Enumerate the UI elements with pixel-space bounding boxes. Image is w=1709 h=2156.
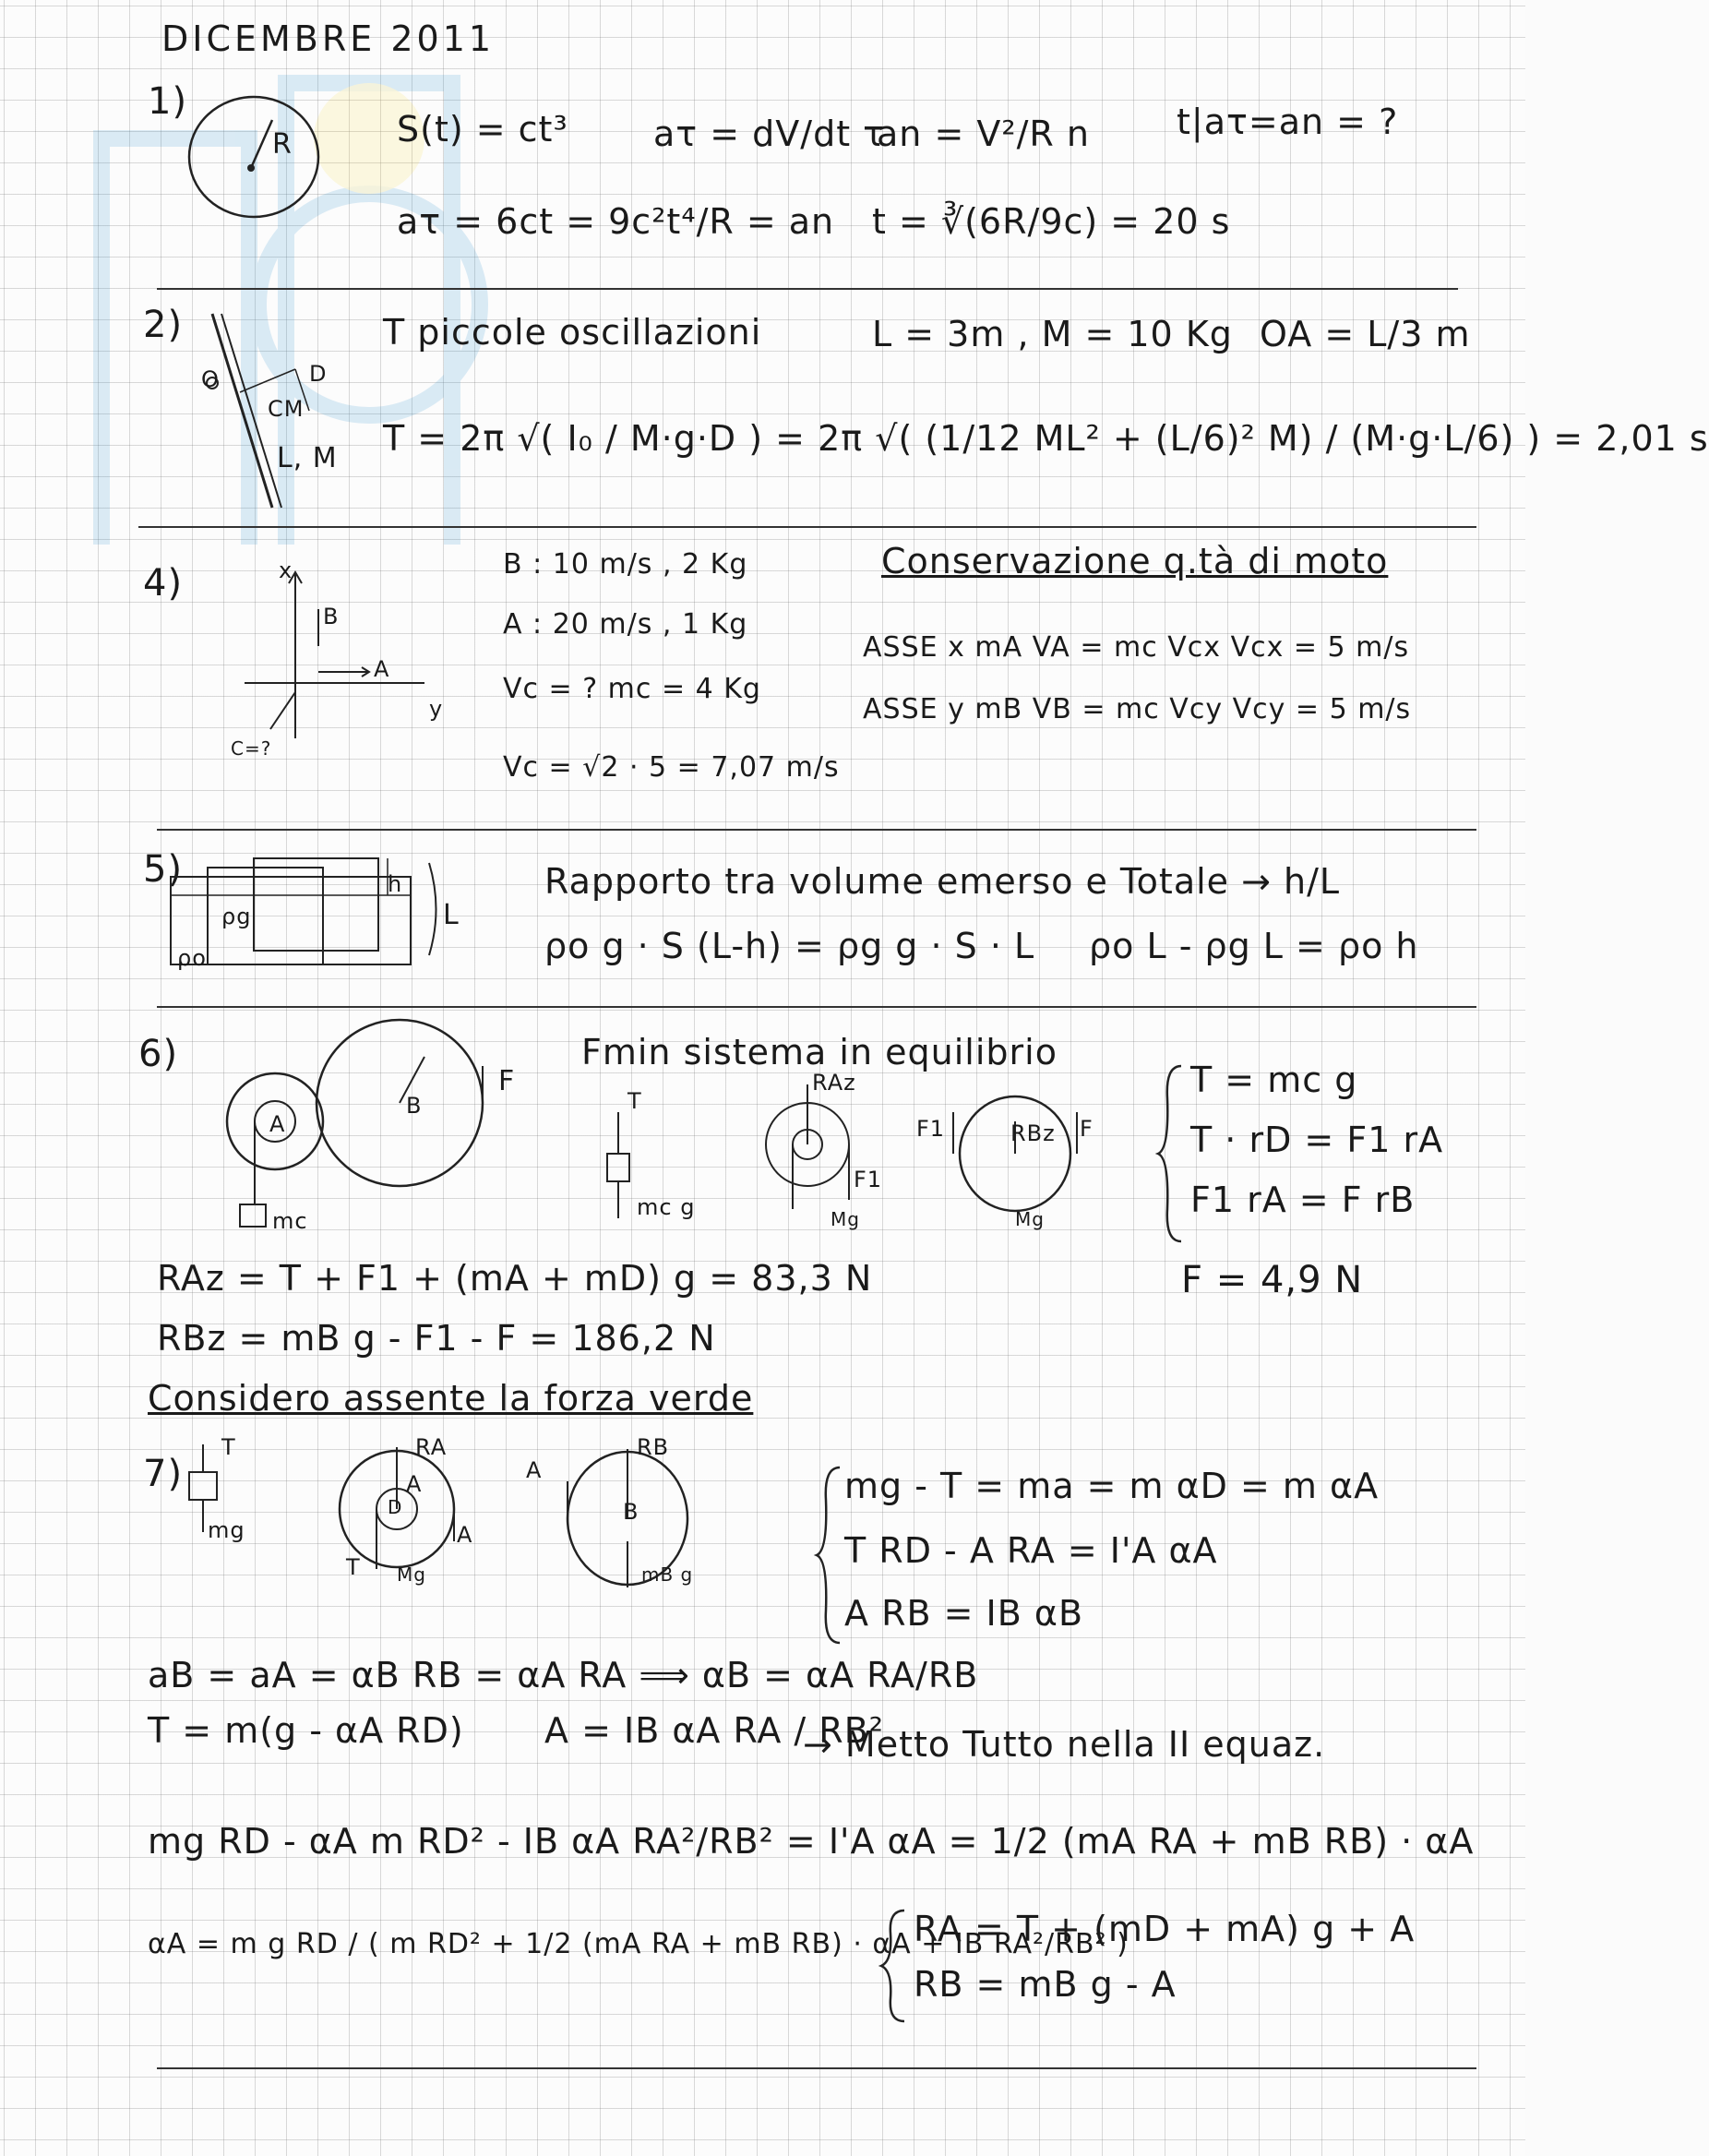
p7-t-label: T [346,1554,361,1580]
fbd-tension-label: T [627,1088,642,1114]
collision-axes-figure [226,554,448,766]
p4-data-a: A : 20 m/s , 1 Kg [503,608,748,641]
rod-label: L, M [277,442,338,474]
p4-result: Vc = √2 · 5 = 7,07 m/s [503,751,840,784]
l-label: L [443,899,460,931]
force-f-label: F [498,1065,516,1097]
p5-eq1: ρo g · S (L-h) = ρg g · S · L [544,926,1035,966]
p2-data: L = 3m , M = 10 Kg [872,314,1233,354]
p4-title: Conservazione q.tà di moto [881,541,1389,581]
cm-label: CM [268,396,305,422]
p1-question: t|aτ=an = ? [1177,102,1399,142]
p7-result-brace [881,1906,909,2026]
p4-data-b: B : 10 m/s , 2 Kg [503,548,748,581]
p1-result: t = ∛(6R/9c) = 20 s [872,201,1231,242]
fbd-f1-label: F1 [854,1167,883,1192]
p7-weight-label: mg [208,1517,245,1543]
floating-body-figure [166,854,461,983]
h-label: h [388,871,403,897]
fbd-mg-label-a: Mg [831,1208,860,1230]
p6-system-brace [1158,1061,1186,1246]
p7-disk-b-label: B [623,1499,639,1525]
fbd-mg-label-b: Mg [1015,1208,1045,1230]
problem-5-number: 5) [143,848,184,891]
p7-eq1: aB = aA = αB RB = αA RA ⟹ αB = αA RA/RB [148,1655,979,1695]
problem-1-number: 1) [148,80,188,123]
pivot-label: O [201,366,220,392]
mass-mc-label: mc [272,1208,308,1234]
axis-y-label: y [429,696,444,722]
p7-eq2: T = m(g - αA RD) [148,1710,464,1751]
divider-5 [157,2067,1476,2069]
p7-ra-label: RA [415,1434,448,1460]
p7-eq6: αA = m g RD / ( m RD² + 1/2 (mA RA + mB RB) · αA + IB RA²/RB² ) [148,1928,1129,1960]
p1-tangential-acc: aτ = dV/dt τ [653,114,886,154]
p7-system-brace [817,1463,844,1647]
fbd-f-label: F [1080,1116,1094,1142]
p6-rbz: RBz = mB g - F1 - F = 186,2 N [157,1318,716,1359]
p6-note: Considero assente la forza verde [148,1378,754,1419]
divider-1 [157,288,1458,290]
p6-sys3: F1 rA = F rB [1190,1180,1416,1220]
p7-eq4: → Metto Tutto nella II equaz. [803,1724,1326,1765]
p7-sys4: RA = T + (mD + mA) g + A [914,1909,1416,1949]
axis-x-label: x [279,557,293,583]
p4-data-c: Vc = ? mc = 4 Kg [503,673,761,705]
p7-mg-label: Mg [397,1563,426,1586]
p6-raz: RAz = T + F1 + (mA + mD) g = 83,3 N [157,1258,873,1299]
p1-equality: aτ = 6ct = 9c²t⁴/R = an [397,201,835,242]
p2-title: T piccole oscillazioni [383,312,762,353]
p6-sys2: T · rD = F1 rA [1190,1120,1444,1160]
body-a-label: A [374,656,390,682]
p4-axis-y: ASSE y mB VB = mc Vcy Vcy = 5 m/s [863,693,1412,725]
p7-eq5: mg RD - αA m RD² - IB αA RA²/RB² = I'A αA = 1/2 (mA RA + mB RB) · αA [148,1821,1475,1862]
problem-4-number: 4) [143,562,184,605]
p7-a-force-label: A [457,1522,473,1548]
divider-4 [157,1006,1476,1008]
pulley-a-label: A [269,1111,286,1137]
p7-sys3: A RB = IB αB [844,1593,1084,1634]
p1-normal-acc: an = V²/R n [877,114,1090,154]
p7-rb-label: RB [637,1434,670,1460]
fbd-f1-b-label: F1 [916,1116,946,1142]
problem-7-number: 7) [143,1453,184,1495]
p7-disk-a-label: A [406,1471,423,1497]
p6-sys1: T = mc g [1190,1060,1358,1100]
body-b-label: B [323,604,340,629]
rho-g-label: ρg [221,904,252,929]
body-c-label: C=? [231,737,272,760]
divider-2 [138,526,1476,528]
radius-label: R [272,128,293,161]
p6-title: Fmin sistema in equilibrio [581,1032,1058,1072]
p7-eq3: A = IB αA RA / RB² [544,1710,884,1751]
p7-a-bar-label: A [526,1457,543,1483]
pulley-b-label: B [406,1093,423,1119]
rho-o-label: ρo [177,945,207,971]
p7-sys5: RB = mB g - A [914,1964,1177,2005]
problem-2-number: 2) [143,304,184,346]
p7-tension-label: T [221,1434,236,1460]
fbd-weight-label: mc g [637,1194,696,1220]
divider-3 [157,829,1476,831]
p6-force: F = 4,9 N [1181,1259,1364,1301]
reaction-rbz-label: RBz [1010,1120,1056,1146]
pulley-system-figure [221,1034,498,1246]
p5-eq2: ρo L - ρg L = ρo h [1089,926,1419,966]
circle-figure-1 [185,92,332,231]
p4-axis-x: ASSE x mA VA = mc Vcx Vcx = 5 m/s [863,631,1410,664]
p7-sys1: mg - T = ma = m αD = m αA [844,1466,1380,1506]
reaction-raz-label: RAz [812,1070,856,1096]
p7-sys2: T RD - A RA = I'A αA [844,1530,1218,1571]
p2-period: T = 2π √( I₀ / M·g·D ) = 2π √( (1/12 ML² + (L/6)² M) / (M·g·L/6) ) = 2,01 s [383,418,1709,459]
p7-disk-d-label: D [388,1496,403,1518]
p2-oa: OA = L/3 m [1260,314,1471,354]
p5-title: Rapporto tra volume emerso e Totale → h/L [544,861,1341,902]
p7-mbg-label: mB g [641,1563,694,1586]
distance-label: D [309,361,328,387]
problem-6-number: 6) [138,1033,179,1075]
p1-position-eq: S(t) = ct³ [397,109,568,150]
page-title: DICEMBRE 2011 [161,18,496,59]
